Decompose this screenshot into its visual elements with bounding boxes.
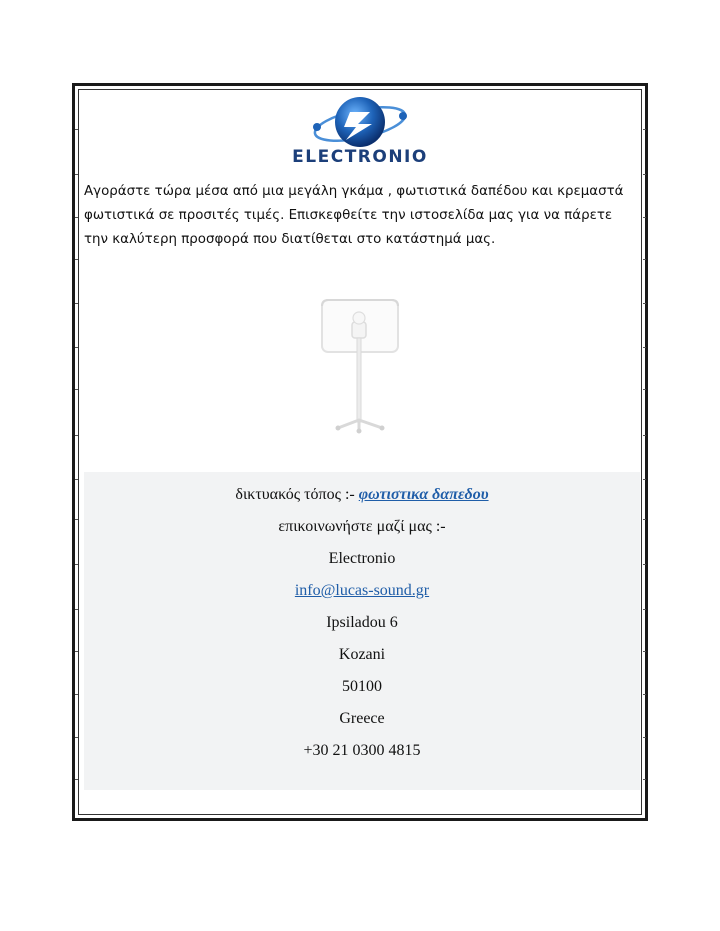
website-row — [84, 486, 640, 504]
floor-lamp-image — [300, 292, 420, 442]
contact-label: επικοινωνήστε μαζί μας :- — [278, 518, 446, 535]
email-link[interactable]: info@lucas-sound.gr — [294, 582, 430, 599]
email-row — [84, 582, 640, 600]
street-address: Ipsiladou 6 — [326, 614, 398, 631]
globe-lightning-icon — [272, 94, 448, 170]
electronio-logo[interactable] — [272, 94, 448, 170]
company-name: Electronio — [328, 550, 396, 567]
website-link[interactable]: φωτιστικα δαπεδου — [358, 486, 489, 503]
contact-panel — [84, 472, 640, 790]
left-edge-marks — [75, 89, 77, 815]
logo-wordmark: ELECTRONIO — [292, 147, 428, 167]
city: Kozani — [338, 646, 386, 663]
country: Greece — [339, 710, 385, 727]
intro-paragraph: Αγοράστε τώρα μέσα από μια μεγάλη γκάμα , φωτιστικά δαπέδου και κρεμαστά φωτιστικά σε προσιτές τιμές. Επισκεφθείτε την ιστοσελίδα μας για να πάρετε την καλύτερη προσφορά που διατίθεται στο κατάστημά μας. — [84, 184, 624, 247]
phone-number: +30 21 0300 4815 — [303, 742, 421, 759]
website-label: δικτυακός τόπος :- — [235, 486, 359, 503]
postcode: 50100 — [342, 678, 382, 695]
right-edge-marks — [643, 89, 645, 815]
